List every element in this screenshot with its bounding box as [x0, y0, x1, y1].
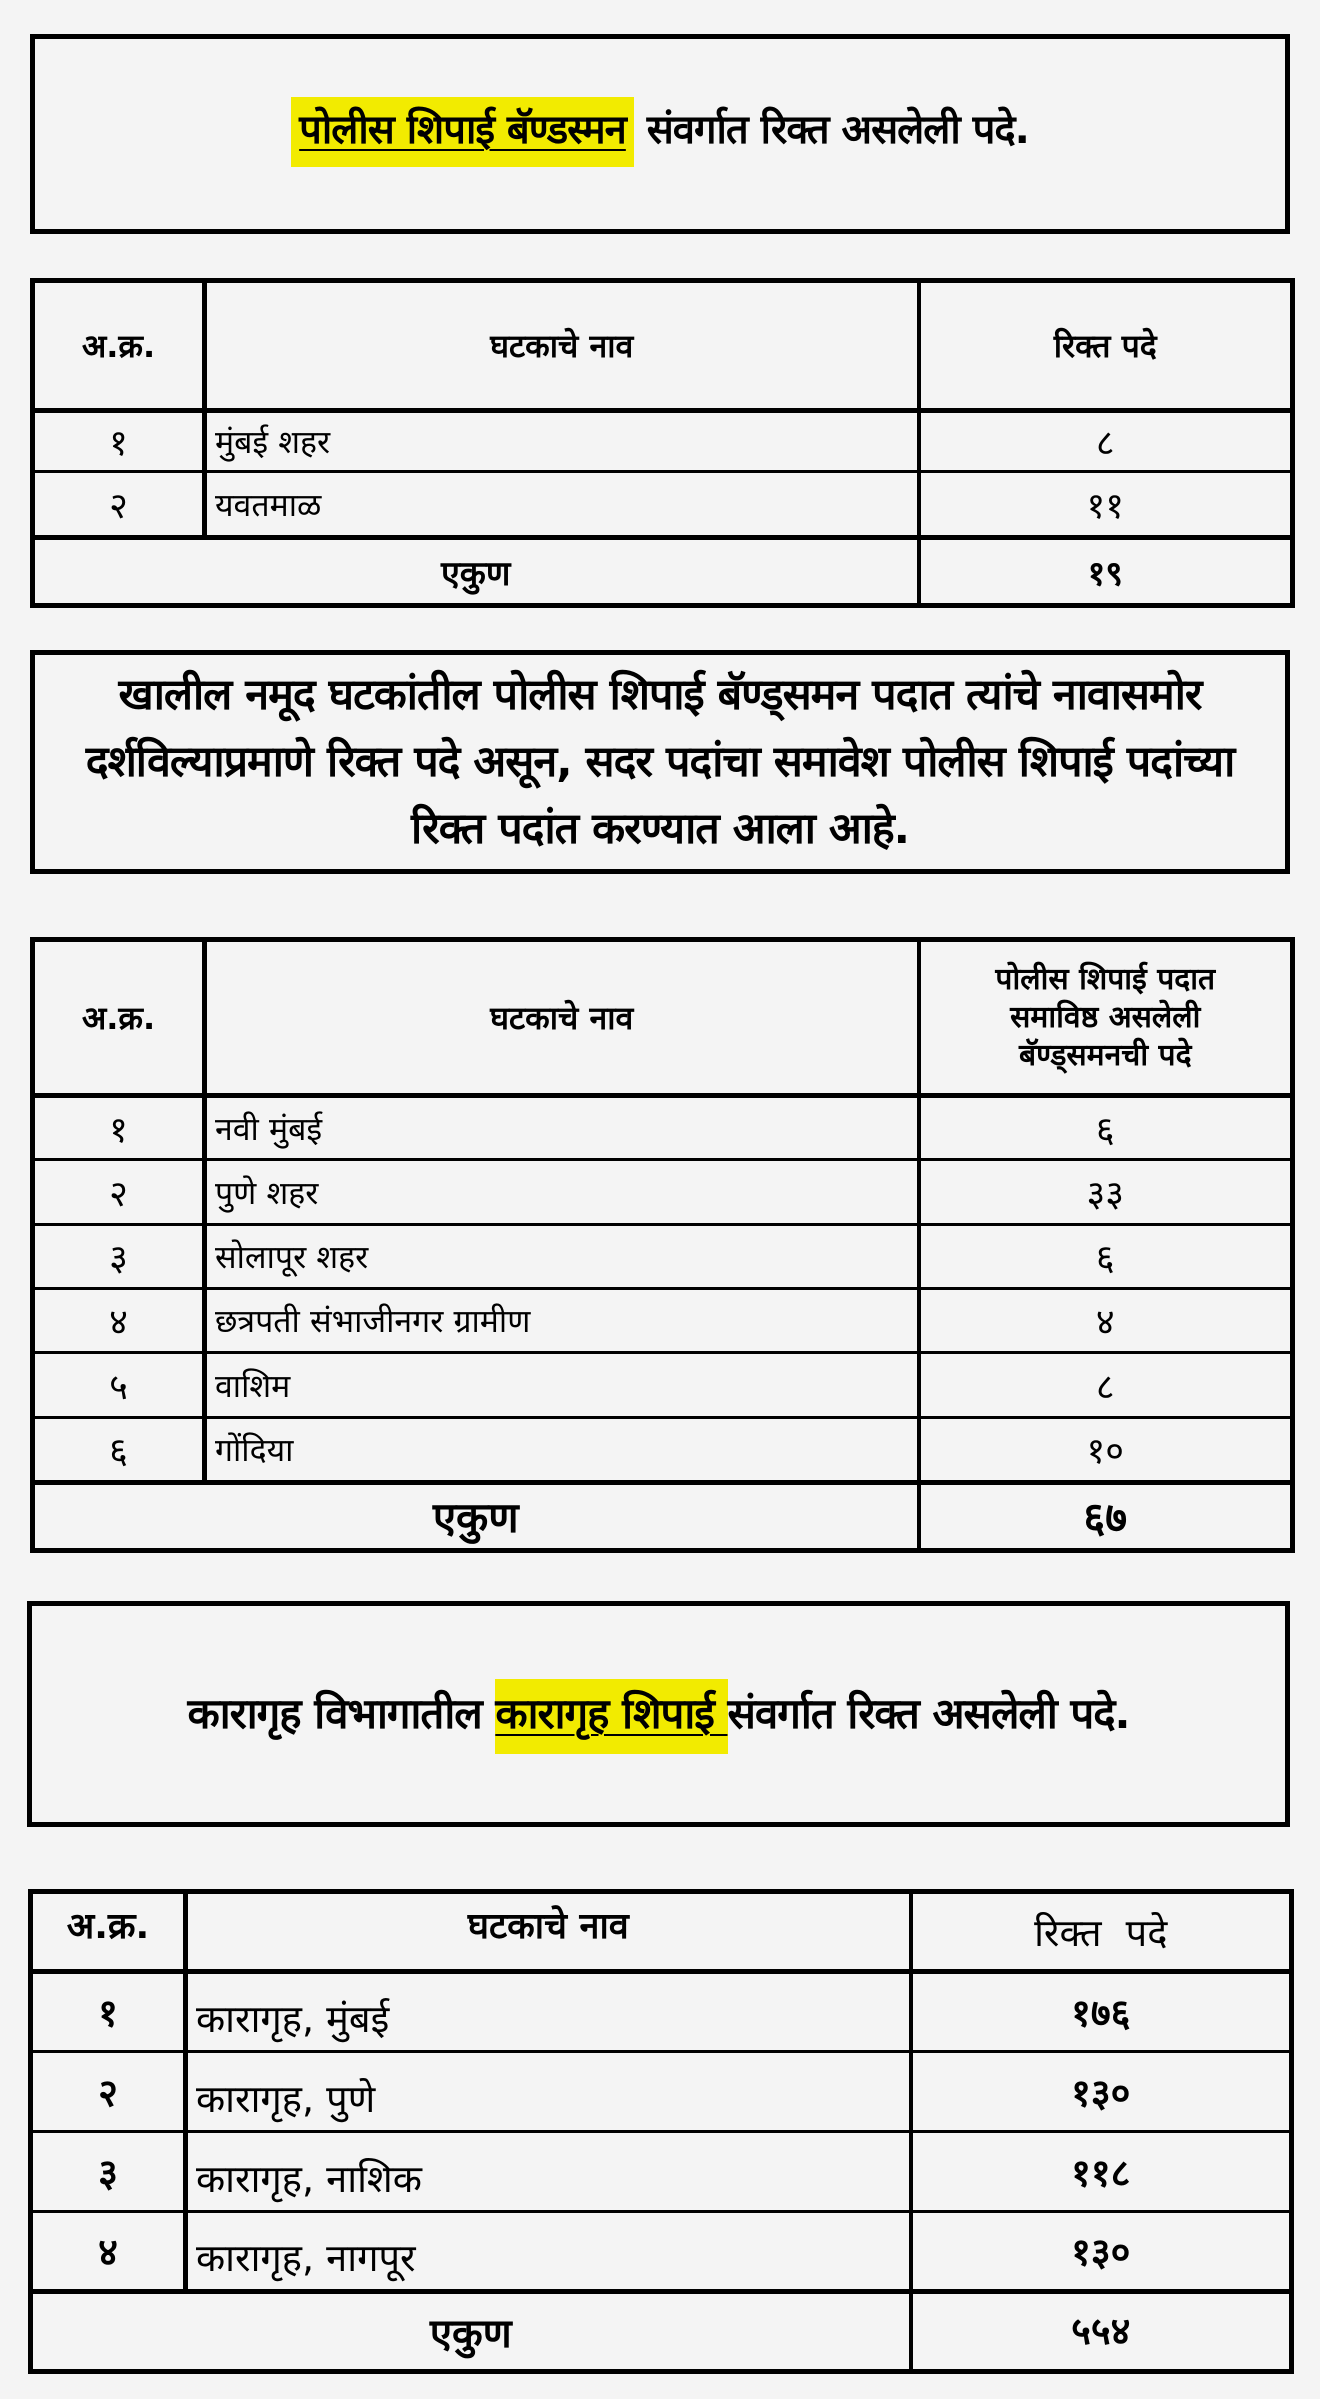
- row-vacancies: ११: [919, 472, 1293, 538]
- header-merged-posts: पोलीस शिपाई पदात समाविष्ठ असलेली बॅण्ड्समनची पदे: [919, 940, 1293, 1096]
- total-label: एकुण: [31, 2292, 911, 2372]
- row-vacancies: १३०: [911, 2212, 1292, 2292]
- table-row: [31, 2212, 1292, 2292]
- row-serial: ४: [31, 2212, 186, 2292]
- total-row: [31, 2292, 1292, 2372]
- row-unit-name: सोलापूर शहर: [205, 1225, 919, 1289]
- header-vacancies: रिक्त पदे: [911, 1892, 1292, 1972]
- total-row: [33, 1483, 1293, 1551]
- row-serial: ४: [33, 1289, 205, 1353]
- table-row: [33, 1160, 1293, 1225]
- row-vacancies: ४: [919, 1289, 1293, 1353]
- header-serial: अ.क्र.: [33, 281, 205, 411]
- row-unit-name: कारागृह, नागपूर: [186, 2212, 911, 2292]
- section3-heading-rest: संवर्गात रिक्त असलेली पदे.: [727, 1688, 1130, 1738]
- row-serial: १: [33, 411, 205, 472]
- row-vacancies: १७६: [911, 1972, 1292, 2052]
- row-unit-name: गोंदिया: [205, 1418, 919, 1483]
- row-serial: ३: [31, 2132, 186, 2212]
- row-serial: २: [31, 2052, 186, 2132]
- table-row: [33, 1096, 1293, 1160]
- table-row: [33, 1418, 1293, 1483]
- row-vacancies: ८: [919, 411, 1293, 472]
- header-serial: अ.क्र.: [31, 1892, 186, 1972]
- bandsman-merged-posts-table: [30, 937, 1295, 1553]
- row-serial: २: [33, 472, 205, 538]
- row-serial: ६: [33, 1418, 205, 1483]
- header-unit-name: घटकाचे नाव: [205, 281, 919, 411]
- table-row: [31, 1972, 1292, 2052]
- section3-heading: [187, 1689, 1129, 1739]
- row-vacancies: ८: [919, 1353, 1293, 1418]
- section1-heading-highlight: पोलीस शिपाई बॅण्डस्मन: [291, 97, 634, 167]
- row-unit-name: कारागृह, पुणे: [186, 2052, 911, 2132]
- section1-heading-rest: संवर्गात रिक्त असलेली पदे.: [633, 107, 1029, 153]
- table-row: [33, 1353, 1293, 1418]
- section1-heading: [291, 106, 1029, 154]
- row-serial: ५: [33, 1353, 205, 1418]
- total-label: एकुण: [33, 1483, 919, 1551]
- row-serial: १: [33, 1096, 205, 1160]
- total-label: एकुण: [33, 538, 919, 606]
- table-row: [31, 2132, 1292, 2212]
- total-value: १९: [919, 538, 1293, 606]
- header-unit-name: घटकाचे नाव: [205, 940, 919, 1096]
- section1-heading-box: [30, 34, 1290, 234]
- row-unit-name: छत्रपती संभाजीनगर ग्रामीण: [205, 1289, 919, 1353]
- table-row: [33, 1225, 1293, 1289]
- row-vacancies: ३३: [919, 1160, 1293, 1225]
- row-vacancies: ११८: [911, 2132, 1292, 2212]
- table-row: [33, 1289, 1293, 1353]
- row-vacancies: ६: [919, 1225, 1293, 1289]
- prison-guard-vacancy-table: [28, 1889, 1294, 2374]
- table-row: [33, 472, 1293, 538]
- row-unit-name: पुणे शहर: [205, 1160, 919, 1225]
- total-value: ६७: [919, 1483, 1293, 1551]
- section3-heading-highlight: कारागृह शिपाई: [495, 1679, 727, 1754]
- row-serial: २: [33, 1160, 205, 1225]
- header-serial: अ.क्र.: [33, 940, 205, 1096]
- section2-note-box: [30, 650, 1290, 874]
- row-vacancies: १३०: [911, 2052, 1292, 2132]
- bandsman-vacancy-table: [30, 278, 1295, 608]
- total-row: [33, 538, 1293, 606]
- section3-heading-pre: कारागृह विभागातील: [187, 1688, 496, 1738]
- section2-note-text: खालील नमूद घटकांतील पोलीस शिपाई बॅण्ड्समन पदात त्यांचे नावासमोर दर्शविल्याप्रमाणे रिक्त पदे असून, सदर पदांचा समावेश पोलीस शिपाई पदांच्या रिक्त पदांत करण्यात आला आहे.: [85, 669, 1235, 854]
- row-unit-name: कारागृह, मुंबई: [186, 1972, 911, 2052]
- row-vacancies: १०: [919, 1418, 1293, 1483]
- row-vacancies: ६: [919, 1096, 1293, 1160]
- table-row: [33, 411, 1293, 472]
- row-unit-name: यवतमाळ: [205, 472, 919, 538]
- section3-heading-box: [27, 1601, 1290, 1827]
- row-serial: ३: [33, 1225, 205, 1289]
- header-unit-name: घटकाचे नाव: [186, 1892, 911, 1972]
- table-row: [31, 2052, 1292, 2132]
- row-unit-name: नवी मुंबई: [205, 1096, 919, 1160]
- row-unit-name: मुंबई शहर: [205, 411, 919, 472]
- total-value: ५५४: [911, 2292, 1292, 2372]
- row-serial: १: [31, 1972, 186, 2052]
- row-unit-name: कारागृह, नाशिक: [186, 2132, 911, 2212]
- row-unit-name: वाशिम: [205, 1353, 919, 1418]
- header-vacancies: रिक्त पदे: [919, 281, 1293, 411]
